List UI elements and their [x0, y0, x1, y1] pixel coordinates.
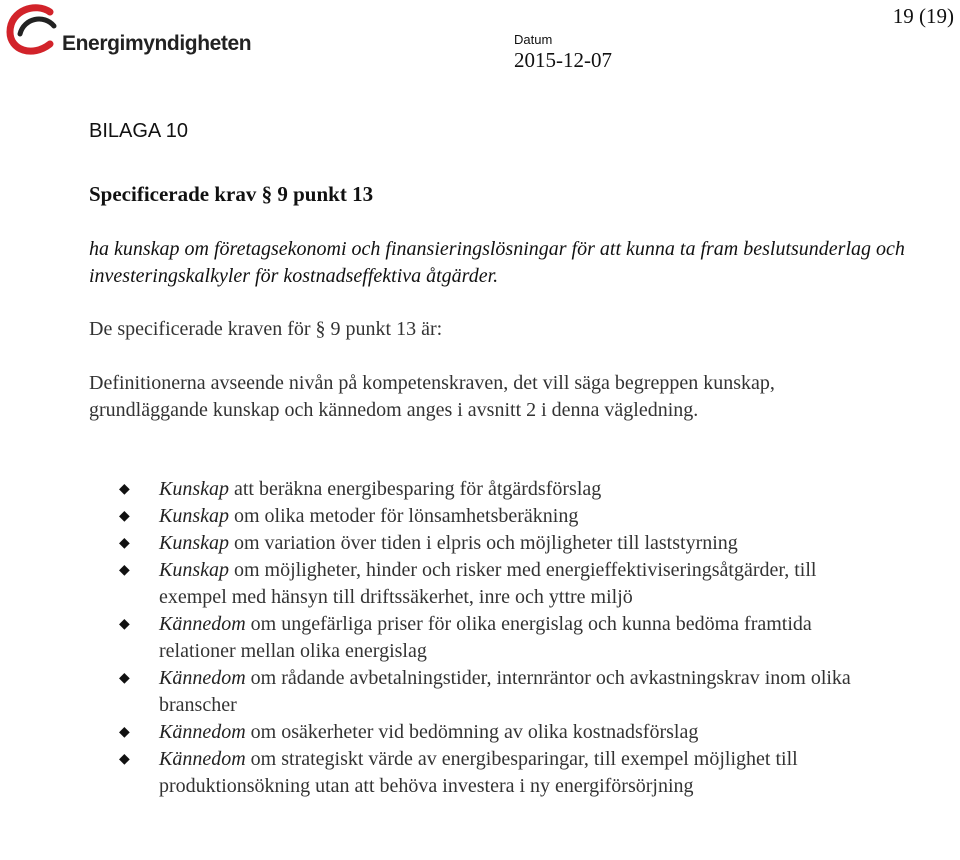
requirement-text: om ungefärliga priser för olika energislag och kunna bedöma framtida relationer mellan olika energislag	[159, 613, 812, 662]
date-value: 2015-12-07	[514, 48, 612, 72]
logo-wordmark: Energimyndigheten	[62, 32, 252, 55]
requirement-item	[89, 665, 889, 719]
requirement-item	[89, 746, 889, 800]
requirement-level: Kunskap	[159, 559, 229, 581]
requirement-text: om möjligheter, hinder och risker med energieffektiviseringsåtgärder, till exempel med hänsyn till driftssäkerhet, inre och yttre miljö	[159, 559, 817, 608]
diamond-bullet-icon: ◆	[119, 752, 130, 767]
requirement-level: Kännedom	[159, 613, 246, 635]
requirement-text: om osäkerheter vid bedömning av olika kostnadsförslag	[245, 721, 699, 743]
requirement-text: att beräkna energibesparing för åtgärdsförslag	[229, 478, 602, 500]
requirement-level: Kunskap	[159, 532, 229, 554]
requirement-item	[89, 530, 889, 557]
energimyndigheten-logo	[6, 4, 252, 56]
requirement-level: Kunskap	[159, 478, 229, 500]
annex-title: BILAGA 10	[89, 120, 188, 142]
requirements-list	[89, 476, 889, 800]
requirement-item	[89, 476, 889, 503]
logo-swoosh-icon	[6, 4, 66, 56]
requirement-text: om strategiskt värde av energibesparingar, till exempel möjlighet till produktionsökning utan att behöva investera i ny energiförsörjning	[159, 748, 798, 797]
requirement-item	[89, 557, 889, 611]
diamond-bullet-icon: ◆	[119, 536, 130, 551]
requirement-level: Kännedom	[159, 721, 246, 743]
requirement-text: om variation över tiden i elpris och möjligheter till laststyrning	[229, 532, 738, 554]
diamond-bullet-icon: ◆	[119, 671, 130, 686]
requirements-lead-paragraph: De specificerade kraven för § 9 punkt 13 är:	[89, 318, 443, 340]
diamond-bullet-icon: ◆	[119, 482, 130, 497]
page-number: 19 (19)	[892, 4, 954, 28]
requirement-text: om rådande avbetalningstider, internräntor och avkastningskrav inom olika branscher	[159, 667, 851, 716]
requirement-item	[89, 719, 889, 746]
requirement-item	[89, 503, 889, 530]
definitions-paragraph: Definitionerna avseende nivån på kompetenskraven, det vill säga begreppen kunskap, grundläggande kunskap och kännedom anges i avsnitt 2 i denna vägledning.	[89, 372, 775, 421]
requirement-level: Kännedom	[159, 667, 246, 689]
diamond-bullet-icon: ◆	[119, 725, 130, 740]
requirement-item	[89, 611, 889, 665]
requirement-level: Kännedom	[159, 748, 246, 770]
requirement-level: Kunskap	[159, 505, 229, 527]
diamond-bullet-icon: ◆	[119, 617, 130, 632]
requirement-text: om olika metoder för lönsamhetsberäkning	[229, 505, 579, 527]
diamond-bullet-icon: ◆	[119, 563, 130, 578]
section-heading: Specificerade krav § 9 punkt 13	[89, 182, 374, 206]
intro-paragraph: ha kunskap om företagsekonomi och finansieringslösningar för att kunna ta fram beslutsunderlag och investeringskalkyler för kostnadseffektiva åtgärder.	[89, 238, 905, 287]
diamond-bullet-icon: ◆	[119, 509, 130, 524]
date-label: Datum	[514, 32, 553, 47]
